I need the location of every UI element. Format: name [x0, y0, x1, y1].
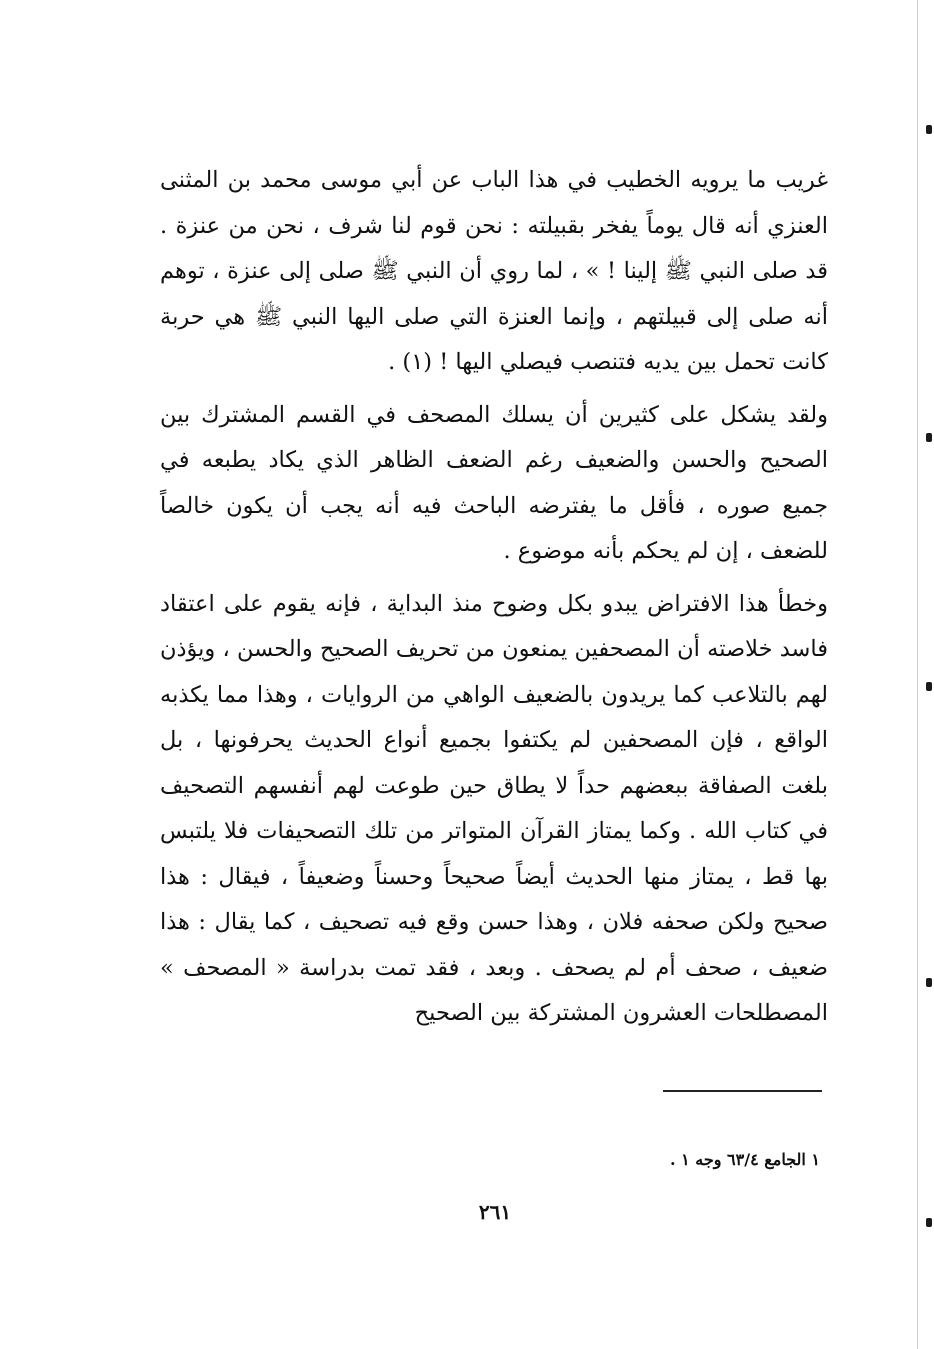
page-edge-line — [917, 0, 918, 1349]
page-number: ٢٦١ — [478, 1200, 512, 1224]
body-text — [160, 158, 828, 1037]
footnote: ١ الجامع ٦٣/٤ وجه ١ . — [669, 1150, 820, 1169]
paragraph-3: وخطأ هذا الافتراض يبدو بكل وضوح منذ البداية ، فإنه يقوم على اعتقاد فاسد خلاصته أن المصحفين يمنعون من تحريف الصحيح والحسن ، ويؤذن لهم بالتلاعب كما يريدون بالضعيف الواهي من الروايات ، وهذا مما يكذبه الواقع ، فإن المصحفين لم يكتفوا بجميع أنواع الحديث يحرفونها ، بل بلغت الصفاقة ببعضهم حداً لا يطاق حين طوعت لهم أنفسهم التصحيف في كتاب الله . وكما يمتاز القرآن المتواتر من تلك التصحيفات فلا يلتبس بها قط ، يمتاز منها الحديث أيضاً صحيحاً وحسناً وضعيفاً ، فيقال : هذا صحيح ولكن صحفه فلان ، وهذا حسن وقع فيه تصحيف ، كما يقال : هذا ضعيف ، صحف أم لم يصحف . وبعد ، فقد تمت بدراسة « المصحف » المصطلحات العشرون المشتركة بين الصحيح — [160, 590, 828, 1026]
binding-mark — [926, 978, 932, 987]
paragraph-2: ولقد يشكل على كثيرين أن يسلك المصحف في القسم المشترك بين الصحيح والحسن والضعيف رغم الضعف الظاهر الذي يكاد يطبعه في جميع صوره ، فأقل ما يفترضه الباحث فيه أنه يجب أن يكون خالصاً للضعف ، إن لم يحكم بأنه موضوع . — [160, 401, 828, 564]
binding-mark — [926, 125, 932, 134]
binding-mark — [926, 682, 932, 691]
footnote-separator — [663, 1090, 822, 1092]
paragraph-1: غريب ما يرويه الخطيب في هذا الباب عن أبي موسى محمد بن المثنى العنزي أنه قال يوماً يفخر بقبيلته : نحن قوم لنا شرف ، نحن من عنزة . قد صلى النبي ﷺ إلينا ! » ، لما روي أن النبي ﷺ صلى إلى عنزة ، توهم أنه صلى إلى قبيلتهم ، وإنما العنزة التي صلى اليها النبي ﷺ هي حربة كانت تحمل بين يديه فتنصب فيصلي اليها ! (١) . — [160, 167, 828, 375]
binding-mark — [926, 433, 932, 442]
